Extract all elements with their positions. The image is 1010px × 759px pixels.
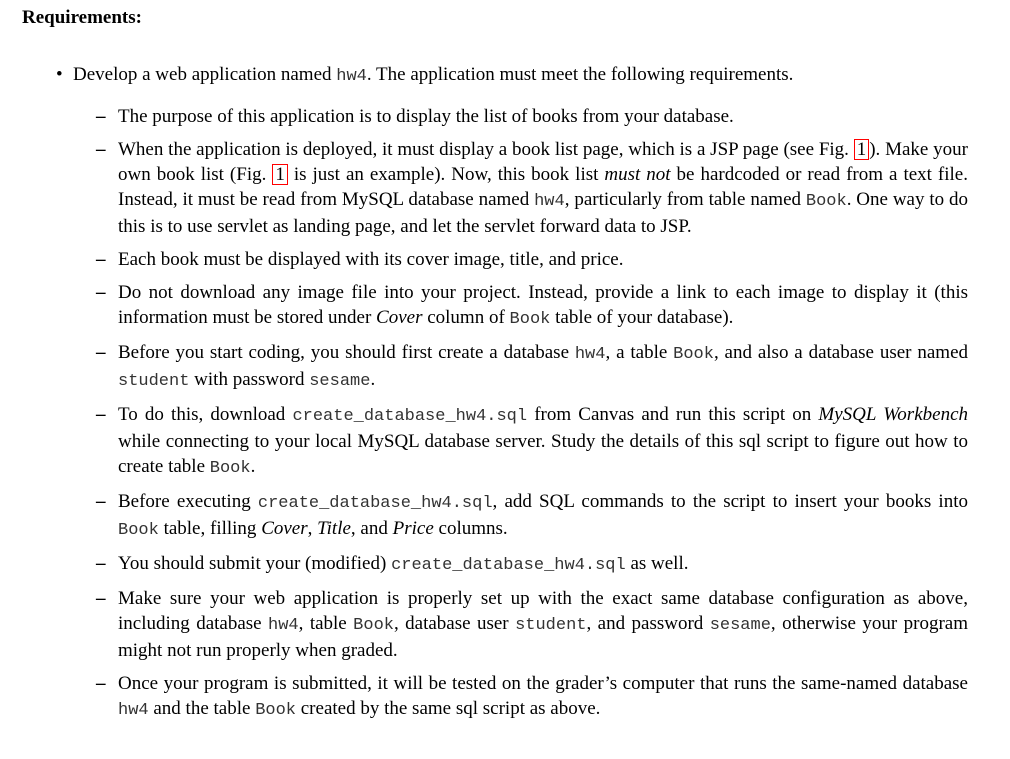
sub-item-config-check: – Make sure your web application is properly set up with the exact same database configuration as above, including database hw4, table Book, database user student, and password sesame, otherwise your program might not run properly when graded. [96, 588, 968, 661]
dash-marker: – [96, 588, 106, 609]
sub-item-deployment: – When the application is deployed, it must display a book list page, which is a JSP page (see Fig. 1 ). Make your own book list (Fig. 1 is just an example). Now, this book list must not be hardcoded or read from a text file. Instead, it must be read from MySQL database named hw4, particularly from table named Book. One way to do this is to use servlet as landing page, and let the servlet forward data to JSP. [96, 139, 968, 237]
dash-marker: – [96, 673, 106, 694]
sub-item-grading: – Once your program is submitted, it will be tested on the grader’s computer that runs the same-named database hw4 and the table Book created by the same sql script as above. [96, 673, 968, 720]
dash-marker: – [96, 491, 106, 512]
dash-marker: – [96, 553, 106, 574]
dash-marker: – [96, 139, 106, 160]
main-requirement-text: Develop a web application named hw4. The application must meet the following requirements. [73, 64, 794, 86]
dash-marker: – [96, 404, 106, 425]
code-app-name: hw4 [336, 67, 367, 86]
dash-marker: – [96, 282, 106, 303]
figure-ref-link[interactable]: 1 [272, 164, 288, 185]
sub-item-purpose: – The purpose of this application is to display the list of books from your database. [96, 106, 734, 127]
requirements-heading: Requirements: [22, 7, 142, 28]
dash-marker: – [96, 249, 106, 270]
sub-item-download-script: – To do this, download create_database_hw4.sql from Canvas and run this script on MySQL Workbench while connecting to your local MySQL database server. Study the details of this sql script to figure out how to create table Book. [96, 404, 968, 478]
sub-item-image-links: – Do not download any image file into your project. Instead, provide a link to each image to display it (this information must be stored under Cover column of Book table of your database). [96, 282, 968, 329]
dash-marker: – [96, 342, 106, 363]
dash-marker: – [96, 106, 106, 127]
sub-item-submit-script: – You should submit your (modified) create_database_hw4.sql as well. [96, 553, 689, 575]
sub-requirements-list [96, 104, 968, 731]
sub-item-display-fields: – Each book must be displayed with its cover image, title, and price. [96, 249, 624, 270]
figure-ref-link[interactable]: 1 [854, 139, 870, 160]
bullet-marker: • [56, 64, 63, 85]
sub-item-database-setup: – Before you start coding, you should first create a database hw4, a table Book, and also a database user named student with password sesame. [96, 342, 968, 391]
sub-item-insert-books: – Before executing create_database_hw4.sql, add SQL commands to the script to insert your books into Book table, filling Cover, Title, and Price columns. [96, 491, 968, 540]
